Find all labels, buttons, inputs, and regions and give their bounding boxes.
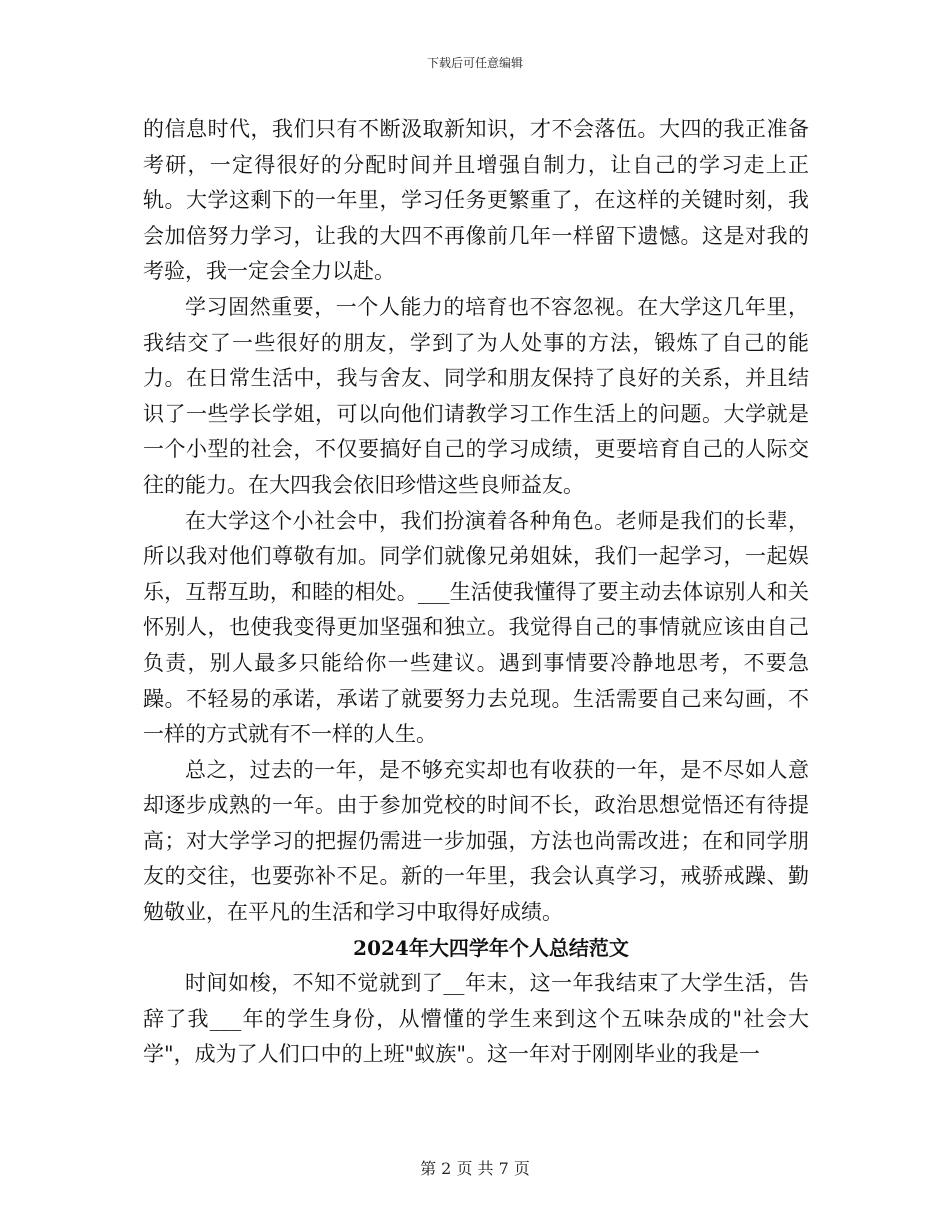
paragraph-4: 总之，过去的一年，是不够充实却也有收获的一年，是不尽如人意却逐步成熟的一年。由于参加党校的时间不长，政治思想觉悟还有待提高；对大学学习的把握仍需进一步加强，方法也尚需改进；在和同学朋友的交往，也要弥补不足。新的一年里，我会认真学习，戒骄戒躁、勤勉敬业，在平凡的生活和学习中取得好成绩。 (143, 757, 809, 925)
paragraph-2: 学习固然重要，一个人能力的培育也不容忽视。在大学这几年里，我结交了一些很好的朋友，学到了为人处事的方法，锻炼了自己的能力。在日常生活中，我与舍友、同学和朋友保持了良好的关系，并且结识了一些学长学姐，可以向他们请教学习工作生活上的问题。大学就是一个小型的社会，不仅要搞好自己的学习成绩，更要培育自己的人际交往的能力。在大四我会依旧珍惜这些良师益友。 (143, 294, 809, 497)
page-header: 下载后可任意编辑 (426, 56, 523, 70)
section-paragraph-1: 时间如梭，不知不觉就到了__年末，这一年我结束了大学生活，告辞了我___年的学生身份，从懵懂的学生来到这个五味杂成的"社会大学"，成为了人们口中的上班"蚁族"。这一年对于刚刚毕业的我是一 (143, 971, 809, 1067)
paragraph-1: 的信息时代，我们只有不断汲取新知识，才不会落伍。大四的我正准备考研，一定得很好的分配时间并且增强自制力，让自己的学习走上正轨。大学这剩下的一年里，学习任务更繁重了，在这样的关键时刻，我会加倍努力学习，让我的大四不再像前几年一样留下遗憾。这是对我的考验，我一定会全力以赴。 (143, 117, 809, 284)
paragraph-3: 在大学这个小社会中，我们扮演着各种角色。老师是我们的长辈，所以我对他们尊敬有加。同学们就像兄弟姐妹，我们一起学习，一起娱乐，互帮互助，和睦的相处。___生活使我懂得了要主动去体谅别人和关怀别人，也使我变得更加坚强和独立。我觉得自己的事情就应该由自己负责，别人最多只能给你一些建议。遇到事情要冷静地思考，不要急躁。不轻易的承诺，承诺了就要努力去兑现。生活需要自己来勾画，不一样的方式就有不一样的人生。 (143, 508, 809, 747)
section-title: 2024年大四学年个人总结范文 (353, 935, 629, 960)
page-footer: 第 2 页 共 7 页 (420, 1159, 530, 1178)
document-body (143, 112, 809, 1073)
